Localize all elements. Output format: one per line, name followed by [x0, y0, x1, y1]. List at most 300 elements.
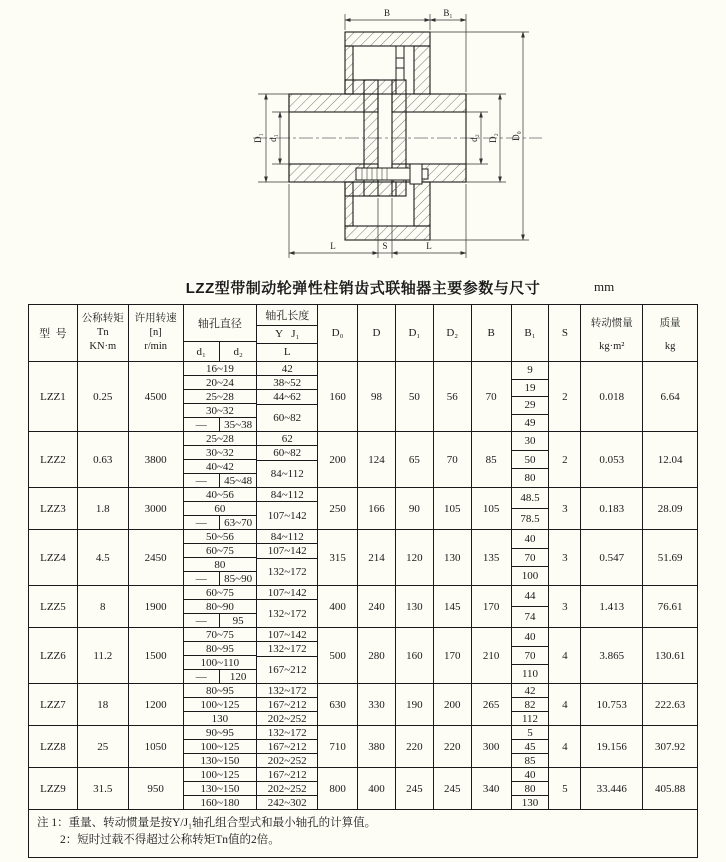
B-cell: 70 — [472, 362, 512, 431]
D0-cell: 630 — [318, 684, 358, 725]
bore-d1-cell: — — [184, 516, 220, 529]
bore-row — [184, 656, 257, 670]
bore-row — [184, 516, 257, 529]
D-cell: 280 — [358, 628, 396, 683]
D1-cell: 160 — [396, 628, 434, 683]
bore-cell: 100~110 — [200, 656, 240, 669]
header-inertia — [581, 305, 643, 361]
header-D1: D₁ — [396, 305, 434, 361]
dim-d2: d₂ — [469, 134, 479, 142]
B1-cell: 45 — [512, 740, 549, 754]
table-row — [29, 628, 697, 684]
D2-cell: 245 — [434, 768, 472, 809]
B1-cell: 5 — [512, 726, 549, 740]
D-cell: 380 — [358, 726, 396, 767]
length-cell: 84~112 — [257, 488, 317, 502]
B1-cell: 48.5 — [512, 488, 549, 509]
bore-cell: 25~28 — [205, 390, 234, 403]
length-column — [257, 684, 318, 725]
B1-cell: 50 — [512, 451, 549, 470]
B1-cell: 85 — [524, 754, 536, 767]
model-cell: LZZ4 — [29, 530, 78, 585]
model-cell: LZZ8 — [29, 726, 78, 767]
table-row — [29, 684, 697, 726]
torque-cell: 0.25 — [78, 362, 129, 431]
length-column — [257, 432, 318, 487]
torque-cell: 11.2 — [78, 628, 129, 683]
length-cell: 242~302 — [267, 796, 307, 809]
table-row — [29, 530, 697, 586]
dim-B: B — [383, 8, 391, 18]
B-cell: 135 — [472, 530, 512, 585]
dim-d1: d₁ — [268, 134, 278, 142]
D-cell: 166 — [358, 488, 396, 529]
inertia-cell: 0.547 — [581, 530, 643, 585]
length-cell: 167~212 — [267, 663, 307, 676]
bore-cell: 40~42 — [205, 460, 234, 473]
bore-row — [184, 670, 257, 683]
bore-cell: 90~95 — [205, 726, 234, 739]
B1-cell: 70 — [512, 549, 549, 568]
S-cell: 5 — [549, 768, 581, 809]
inertia-cell: 3.865 — [581, 628, 643, 683]
length-column — [257, 768, 318, 809]
bore-cell: 70~75 — [205, 628, 234, 641]
S-cell: 3 — [549, 530, 581, 585]
D-cell: 124 — [358, 432, 396, 487]
unit-label: mm — [594, 279, 615, 294]
bore-row — [184, 404, 257, 418]
D2-cell: 220 — [434, 726, 472, 767]
bore-d2-cell: 120 — [229, 670, 247, 683]
length-cell: 132~172 — [257, 684, 317, 698]
header-length-group — [257, 305, 318, 361]
header-torque-line: Tn — [96, 326, 109, 338]
table-row — [29, 432, 697, 488]
mass-cell: 307.92 — [654, 740, 686, 753]
speed-cell: 1500 — [129, 628, 184, 683]
inertia-cell: 33.446 — [581, 768, 643, 809]
B1-cell: 44 — [512, 586, 549, 607]
length-cell: 202~252 — [267, 754, 307, 767]
mass-cell: 405.88 — [654, 782, 686, 795]
bore-column — [184, 684, 258, 725]
B1-column — [512, 362, 550, 431]
table-notes — [29, 810, 697, 857]
bore-cell: 80~95 — [205, 642, 234, 655]
length-cell: 167~212 — [257, 768, 317, 782]
header-D: D — [358, 305, 396, 361]
B1-column — [512, 768, 550, 809]
bore-row — [184, 782, 257, 796]
B1-cell: 74 — [524, 611, 536, 623]
model-cell: LZZ6 — [29, 628, 78, 683]
bore-cell: 100~125 — [200, 740, 240, 753]
table-body — [29, 362, 697, 810]
bore-row — [184, 460, 257, 474]
bore-column — [184, 768, 258, 809]
B1-column — [512, 628, 550, 683]
bore-cell: 130~150 — [200, 782, 240, 795]
bore-d1-cell: — — [184, 474, 220, 487]
B1-column — [512, 684, 550, 725]
header-torque-line: KN·m — [89, 341, 117, 353]
D1-cell: 190 — [396, 684, 434, 725]
header-B1: B₁ — [512, 305, 550, 361]
header-D0: D₀ — [318, 305, 358, 361]
bore-d1-cell: — — [184, 670, 220, 683]
bore-row — [184, 530, 257, 544]
mass-cell: 130.61 — [654, 649, 686, 662]
header-B: B — [472, 305, 512, 361]
B1-column — [512, 726, 550, 767]
bore-column — [184, 488, 258, 529]
inertia-cell: 1.413 — [581, 586, 643, 627]
header-speed-line: r/min — [144, 341, 167, 353]
length-column — [257, 628, 318, 683]
B1-cell: 30 — [512, 432, 549, 451]
inertia-cell: 0.053 — [581, 432, 643, 487]
B-cell: 170 — [472, 586, 512, 627]
length-cell: 107~142 — [257, 628, 317, 642]
header-inertia-line: 转动惯量 — [590, 317, 633, 329]
model-cell: LZZ5 — [29, 586, 78, 627]
S-cell: 2 — [549, 432, 581, 487]
inertia-cell: 10.753 — [581, 684, 643, 725]
page-title: LZZ型带制动轮弹性柱销齿式联轴器主要参数与尺寸 — [185, 280, 541, 297]
D1-cell: 130 — [396, 586, 434, 627]
speed-cell: 3000 — [129, 488, 184, 529]
note-line-2: 2：短时过载不得超过公称转矩Tn值的2倍。 — [60, 834, 280, 847]
header-d1: d₁ — [184, 342, 220, 361]
B1-cell: 40 — [512, 628, 549, 647]
header-mass-line: 质量 — [659, 317, 681, 329]
length-cell: 60~82 — [257, 446, 317, 460]
bore-cell: 160~180 — [200, 796, 240, 809]
speed-cell: 2450 — [129, 530, 184, 585]
model-cell: LZZ7 — [29, 684, 78, 725]
B1-cell: 112 — [521, 712, 539, 725]
bore-d1-cell: — — [184, 418, 220, 431]
D1-cell: 245 — [396, 768, 434, 809]
D1-cell: 120 — [396, 530, 434, 585]
title-bar — [0, 272, 726, 300]
B1-column — [512, 586, 550, 627]
bore-row — [184, 446, 257, 460]
table-header — [29, 305, 697, 362]
dim-D2: D₂ — [488, 133, 498, 143]
D0-cell: 400 — [318, 586, 358, 627]
D-cell: 400 — [358, 768, 396, 809]
length-cell: 202~252 — [257, 782, 317, 796]
length-cell: 44~62 — [257, 390, 317, 404]
bore-row — [184, 558, 257, 572]
model-cell: LZZ1 — [29, 362, 78, 431]
header-torque — [78, 305, 129, 361]
B1-cell: 80 — [512, 782, 549, 796]
B1-cell: 78.5 — [520, 513, 540, 525]
mass-cell: 51.69 — [657, 551, 683, 564]
bore-row — [184, 628, 257, 642]
length-column — [257, 488, 318, 529]
B1-cell: 80 — [524, 472, 536, 485]
D2-cell: 170 — [434, 628, 472, 683]
speed-cell: 4500 — [129, 362, 184, 431]
B1-cell: 29 — [512, 397, 549, 415]
D1-cell: 50 — [396, 362, 434, 431]
D0-cell: 315 — [318, 530, 358, 585]
inertia-cell: 0.018 — [581, 362, 643, 431]
dim-B1: B₁ — [443, 8, 453, 18]
bore-row — [184, 698, 257, 712]
header-length-yj: Y J₁ — [257, 326, 317, 344]
header-bore-title: 轴孔直径 — [184, 305, 257, 342]
B-cell: 85 — [472, 432, 512, 487]
D2-cell: 70 — [434, 432, 472, 487]
B-cell: 105 — [472, 488, 512, 529]
bore-column — [184, 586, 258, 627]
header-speed — [129, 305, 184, 361]
torque-cell: 8 — [78, 586, 129, 627]
length-cell: 42 — [257, 362, 317, 376]
length-column — [257, 362, 318, 431]
bore-cell: 100~125 — [200, 698, 240, 711]
bore-row — [184, 474, 257, 487]
bore-row — [184, 572, 257, 585]
bore-row — [184, 418, 257, 431]
B1-cell: 82 — [512, 698, 549, 712]
bore-row — [184, 362, 257, 376]
B-cell: 265 — [472, 684, 512, 725]
length-cell: 167~212 — [257, 698, 317, 712]
bore-cell: 25~28 — [205, 432, 234, 445]
B-cell: 300 — [472, 726, 512, 767]
D0-cell: 710 — [318, 726, 358, 767]
length-cell: 167~212 — [257, 740, 317, 754]
D0-cell: 800 — [318, 768, 358, 809]
D-cell: 330 — [358, 684, 396, 725]
B-cell: 210 — [472, 628, 512, 683]
length-cell: 132~172 — [257, 642, 317, 656]
D0-cell: 200 — [318, 432, 358, 487]
table-row — [29, 726, 697, 768]
bore-cell: 80 — [214, 558, 226, 571]
mass-cell: 12.04 — [657, 453, 683, 466]
bore-row — [184, 600, 257, 614]
bore-column — [184, 362, 258, 431]
header-length-title: 轴孔长度 — [257, 305, 317, 326]
bore-column — [184, 432, 258, 487]
bore-row — [184, 768, 257, 782]
header-mass — [643, 305, 697, 361]
header-D2: D₂ — [434, 305, 472, 361]
B1-cell: 100 — [521, 570, 539, 583]
D2-cell: 56 — [434, 362, 472, 431]
torque-cell: 1.8 — [78, 488, 129, 529]
bore-cell: 60~75 — [205, 586, 234, 599]
bore-row — [184, 376, 257, 390]
header-torque-line: 公称转矩 — [81, 312, 124, 324]
bore-row — [184, 740, 257, 754]
parameter-table — [28, 304, 698, 858]
length-cell: 60~82 — [273, 411, 302, 424]
speed-cell: 950 — [129, 768, 184, 809]
header-bore-sub — [184, 342, 257, 361]
header-mass-line: kg — [664, 340, 676, 352]
speed-cell: 3800 — [129, 432, 184, 487]
bore-row — [184, 754, 257, 767]
bore-cell: 20~24 — [205, 376, 234, 389]
elastic-pin — [396, 46, 404, 80]
bore-row — [184, 586, 257, 600]
table-row — [29, 586, 697, 628]
length-cell: 107~142 — [267, 509, 307, 522]
D2-cell: 130 — [434, 530, 472, 585]
length-cell: 107~142 — [257, 544, 317, 558]
bore-cell: 130~150 — [200, 754, 240, 767]
D1-cell: 90 — [396, 488, 434, 529]
bore-row — [184, 390, 257, 404]
header-S: S — [549, 305, 581, 361]
table-row — [29, 488, 697, 530]
bore-d2-cell: 85~90 — [224, 572, 253, 585]
bore-cell: 60 — [214, 502, 226, 515]
B1-column — [512, 432, 550, 487]
bore-d2-cell: 45~48 — [224, 474, 253, 487]
bore-d2-cell: 95 — [232, 614, 244, 627]
B1-cell: 19 — [512, 380, 549, 398]
length-column — [257, 726, 318, 767]
model-cell: LZZ2 — [29, 432, 78, 487]
bore-d2-cell: 35~38 — [224, 418, 253, 431]
D2-cell: 200 — [434, 684, 472, 725]
torque-cell: 0.63 — [78, 432, 129, 487]
bore-cell: 60~75 — [205, 544, 234, 557]
mass-cell: 222.63 — [654, 698, 686, 711]
D0-cell: 160 — [318, 362, 358, 431]
length-cell: 132~172 — [267, 607, 307, 620]
bore-cell: 30~32 — [205, 404, 234, 417]
bore-cell: 30~32 — [205, 446, 234, 459]
header-bore-group — [184, 305, 258, 361]
length-cell: 202~252 — [267, 712, 307, 725]
bore-row — [184, 684, 257, 698]
torque-cell: 31.5 — [78, 768, 129, 809]
bore-cell: 130 — [211, 712, 229, 725]
D2-cell: 105 — [434, 488, 472, 529]
S-cell: 3 — [549, 488, 581, 529]
bore-cell: 80~90 — [205, 600, 234, 613]
S-cell: 4 — [549, 726, 581, 767]
bore-row — [184, 432, 257, 446]
D0-cell: 250 — [318, 488, 358, 529]
D1-cell: 65 — [396, 432, 434, 487]
bore-cell: 80~95 — [205, 684, 234, 697]
bore-row — [184, 712, 257, 725]
header-d2: d₂ — [233, 345, 243, 358]
bore-d1-cell: — — [184, 614, 220, 627]
speed-cell: 1900 — [129, 586, 184, 627]
D-cell: 214 — [358, 530, 396, 585]
B1-cell: 70 — [512, 647, 549, 666]
length-column — [257, 530, 318, 585]
length-column — [257, 586, 318, 627]
inertia-cell: 19.156 — [581, 726, 643, 767]
mass-cell: 28.09 — [657, 502, 683, 515]
bore-row — [184, 614, 257, 627]
B1-cell: 40 — [512, 530, 549, 549]
coupling-section-drawing — [0, 0, 726, 272]
B1-column — [512, 488, 550, 529]
speed-cell: 1200 — [129, 684, 184, 725]
mass-cell: 76.61 — [657, 600, 683, 613]
B1-cell: 40 — [512, 768, 549, 782]
bore-d1-cell: — — [184, 572, 220, 585]
bore-row — [184, 488, 257, 502]
bore-row — [184, 796, 257, 809]
length-cell: 38~52 — [257, 376, 317, 390]
bore-cell: 50~56 — [205, 530, 234, 543]
B1-cell: 9 — [512, 362, 549, 380]
bore-d2-cell: 63~70 — [224, 516, 253, 529]
model-cell: LZZ3 — [29, 488, 78, 529]
bore-row — [184, 726, 257, 740]
length-cell: 132~172 — [267, 565, 307, 578]
bore-column — [184, 530, 258, 585]
B1-cell: 110 — [521, 668, 539, 681]
speed-cell: 1050 — [129, 726, 184, 767]
inertia-cell: 0.183 — [581, 488, 643, 529]
length-cell: 84~112 — [257, 530, 317, 544]
D-cell: 240 — [358, 586, 396, 627]
D2-cell: 145 — [434, 586, 472, 627]
S-cell: 4 — [549, 684, 581, 725]
D1-cell: 220 — [396, 726, 434, 767]
bore-row — [184, 544, 257, 558]
bore-column — [184, 726, 258, 767]
bore-row — [184, 502, 257, 516]
S-cell: 4 — [549, 628, 581, 683]
note-line-1: 注 1：重量、转动惯量是按Y/J₁轴孔组合型式和最小轴孔的计算值。 — [37, 817, 377, 829]
header-length-l: L — [283, 346, 291, 359]
bore-cell: 100~125 — [200, 768, 240, 781]
B1-cell: 130 — [521, 796, 539, 809]
B1-cell: 42 — [512, 684, 549, 698]
B1-column — [512, 530, 550, 585]
S-cell: 3 — [549, 586, 581, 627]
dim-L-left: L — [330, 241, 336, 251]
bore-row — [184, 642, 257, 656]
dim-L-right: L — [426, 241, 432, 251]
D-cell: 98 — [358, 362, 396, 431]
length-cell: 132~172 — [257, 726, 317, 740]
bore-cell: 16~19 — [205, 362, 234, 375]
bore-column — [184, 628, 258, 683]
B-cell: 340 — [472, 768, 512, 809]
B1-cell: 49 — [524, 416, 536, 429]
mass-cell: 6.64 — [660, 390, 680, 403]
torque-cell: 25 — [78, 726, 129, 767]
dim-D1: D₁ — [253, 133, 263, 143]
length-cell: 62 — [257, 432, 317, 446]
S-cell: 2 — [549, 362, 581, 431]
header-speed-line: [n] — [149, 326, 162, 338]
torque-cell: 18 — [78, 684, 129, 725]
bore-cell: 40~56 — [205, 488, 234, 501]
header-inertia-line: kg·m² — [599, 340, 625, 352]
table-row — [29, 768, 697, 810]
dim-D0: D₀ — [511, 131, 521, 141]
